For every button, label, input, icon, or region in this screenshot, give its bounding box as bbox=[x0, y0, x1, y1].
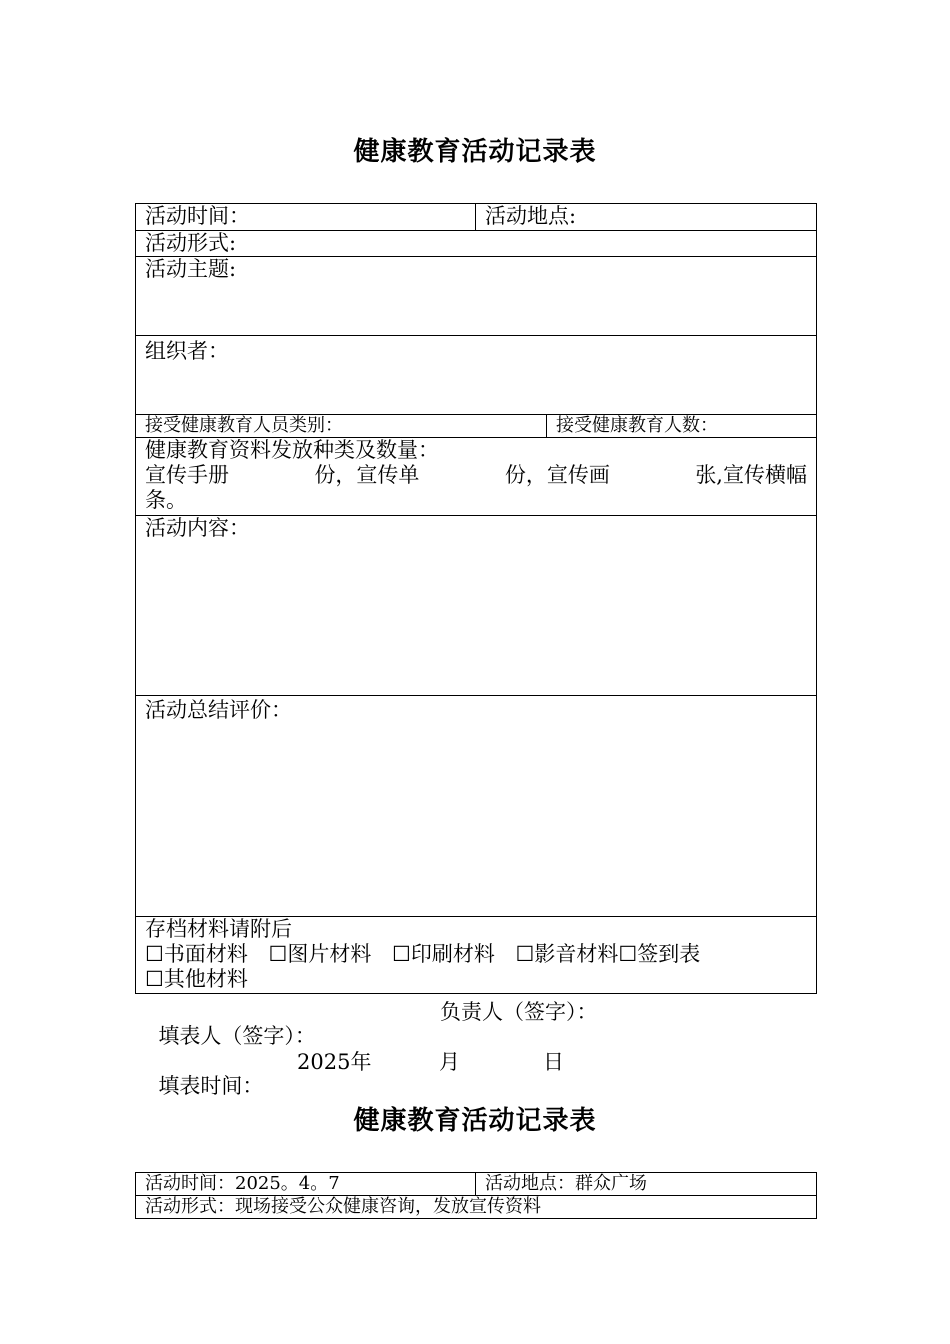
organizer-label: 组织者： bbox=[145, 339, 229, 363]
audience-type-cell[interactable] bbox=[136, 415, 547, 438]
materials-brochure: 宣传手册 bbox=[145, 463, 229, 487]
activity-time-label: 活动时间： bbox=[145, 204, 250, 228]
activity-theme-cell[interactable] bbox=[136, 257, 817, 336]
fill-month[interactable]: 月 bbox=[439, 1050, 460, 1074]
activity-time-cell[interactable] bbox=[136, 204, 476, 231]
organizer-cell[interactable] bbox=[136, 336, 817, 415]
activity-place-value: 活动地点：群众广场 bbox=[485, 1173, 647, 1194]
activity-theme-label: 活动主题: bbox=[145, 257, 237, 281]
archive-option-printed[interactable]: ☐印刷材料 bbox=[392, 942, 495, 966]
materials-leaflet: 份，宣传单 bbox=[314, 463, 420, 487]
activity-record-table bbox=[135, 203, 817, 994]
archive-option-other[interactable]: ☐其他材料 bbox=[145, 967, 248, 991]
activity-place-label: 活动地点: bbox=[485, 204, 577, 228]
materials-label: 健康教育资料发放种类及数量： bbox=[145, 438, 439, 462]
audience-type-label: 接受健康教育人员类别： bbox=[145, 415, 343, 436]
archive-label: 存档材料请附后 bbox=[145, 917, 292, 941]
materials-banner: 张,宣传横幅 bbox=[695, 463, 807, 487]
fill-day[interactable]: 日 bbox=[543, 1050, 564, 1074]
archive-options bbox=[145, 942, 816, 967]
form-title: 健康教育活动记录表 bbox=[353, 137, 597, 167]
audience-count-label: 接受健康教育人数： bbox=[556, 415, 718, 436]
activity-time-cell-2[interactable] bbox=[136, 1173, 476, 1196]
activity-form-cell[interactable] bbox=[136, 231, 817, 257]
activity-time-value: 活动时间：2025。4。7 bbox=[145, 1173, 340, 1194]
archive-option-pictures[interactable]: ☐图片材料 bbox=[268, 942, 372, 966]
fill-time-label: 填表时间： bbox=[158, 1074, 264, 1098]
activity-form-label: 活动形式: bbox=[145, 231, 237, 255]
activity-summary-cell[interactable] bbox=[136, 696, 817, 917]
materials-quantity-line bbox=[145, 463, 816, 488]
activity-content-cell[interactable] bbox=[136, 516, 817, 696]
audience-count-cell[interactable] bbox=[547, 415, 817, 438]
form-title-2: 健康教育活动记录表 bbox=[353, 1106, 597, 1136]
activity-content-label: 活动内容： bbox=[145, 516, 250, 540]
manager-signature-label[interactable]: 负责人（签字）： bbox=[440, 1000, 598, 1024]
archive-option-written[interactable]: ☐书面材料 bbox=[145, 942, 248, 966]
activity-form-value: 活动形式：现场接受公众健康咨询，发放宣传资料 bbox=[145, 1196, 541, 1217]
fill-year[interactable]: 2025年 bbox=[297, 1050, 372, 1074]
archive-cell bbox=[136, 917, 817, 994]
activity-summary-label: 活动总结评价： bbox=[145, 698, 292, 722]
materials-cell[interactable] bbox=[136, 438, 817, 516]
archive-option-media-signin[interactable]: ☐影音材料☐签到表 bbox=[515, 942, 701, 966]
filler-signature-label[interactable]: 填表人（签字）： bbox=[158, 1024, 316, 1048]
materials-end: 条。 bbox=[145, 488, 187, 512]
activity-form-cell-2[interactable] bbox=[136, 1196, 817, 1219]
materials-poster: 份，宣传画 bbox=[504, 463, 610, 487]
activity-record-table-2 bbox=[135, 1172, 817, 1219]
activity-place-cell[interactable] bbox=[476, 204, 817, 231]
activity-place-cell-2[interactable] bbox=[476, 1173, 817, 1196]
